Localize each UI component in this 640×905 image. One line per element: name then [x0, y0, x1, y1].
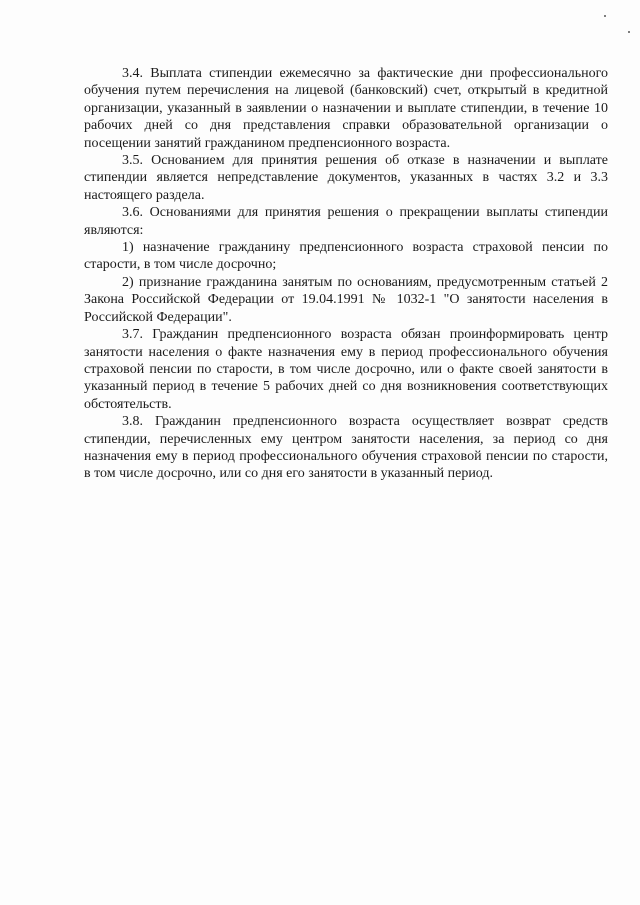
- scan-speck: [604, 15, 606, 17]
- paragraph-3-6: 3.6. Основаниями для принятия решения о прекращении выплаты стипендии являются:: [84, 205, 608, 238]
- list-item-1: 1) назначение гражданину предпенсионного возраста страховой пенсии по старости, в том числе досрочно;: [84, 240, 608, 273]
- paragraph-3-7: 3.7. Гражданин предпенсионного возраста обязан проинформировать центр занятости населения о факте назначения ему в период профессионального обучения страховой пенсии по старости, в том числе досрочно, или о факте своей занятости в указанный период в течение 5 рабочих дней со дня возникновения соответствующих обстоятельств.: [84, 327, 608, 412]
- list-item-2: 2) признание гражданина занятым по основаниям, предусмотренным статьей 2 Закона Российской Федерации от 19.04.1991 № 1032-1 "О занятости населения в Российской Федерации".: [84, 274, 608, 325]
- paragraph-3-5: 3.5. Основанием для принятия решения об отказе в назначении и выплате стипендии является непредставление документов, указанных в частях 3.2 и 3.3 настоящего раздела.: [84, 153, 608, 203]
- paragraph-3-8: 3.8. Гражданин предпенсионного возраста осуществляет возврат средств стипендии, перечисленных ему центром занятости населения, за период со дня назначения ему в период профессионального обучения страховой пенсии по старости, в том числе досрочно, или со дня его занятости в указанный период.: [84, 414, 608, 482]
- paragraph-3-4: 3.4. Выплата стипендии ежемесячно за фактические дни профессионального обучения путем перечисления на лицевой (банковский) счет, открытый в кредитной организации, указанный в заявлении о назначении и выплате стипендии, в течение 10 рабочих дней со дня представления справки образовательной организации о посещении занятий гражданином предпенсионного возраста.: [84, 66, 608, 151]
- document-body: [84, 65, 608, 483]
- scan-speck: [628, 31, 630, 33]
